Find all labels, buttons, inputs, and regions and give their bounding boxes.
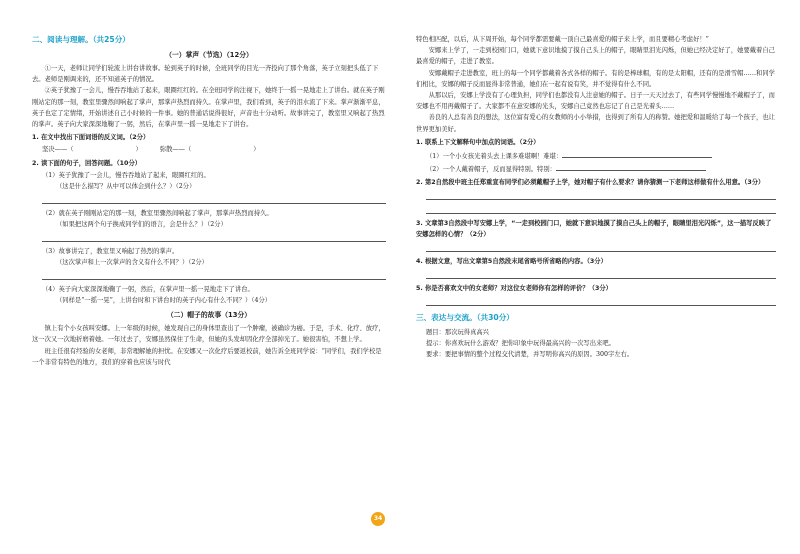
passage1-title: （一）掌声（节选）（12分） [165, 51, 253, 59]
passage2-paragraph: 善良的人总有善良的想法，这位富有爱心的女教师的小小举措，也得到了所有人的称赞。她把爱和温暖给了每一个孩子，也让世界更加美好。 [416, 114, 775, 133]
question-1: 1. 联系上下文解释句中加点的词语。（2分） [416, 138, 540, 146]
answer-line[interactable] [426, 190, 776, 200]
answer-line[interactable] [556, 162, 706, 171]
question-sentences: 2. 读下面的句子，回答问题。（10分） [32, 160, 142, 168]
answer-line[interactable] [426, 204, 776, 214]
essay-hint: 提示：你喜欢玩什么游戏？把你印象中玩得最高兴的一次写出来吧。 [426, 339, 615, 347]
sub-question: （2）就在英子刚刚站定的那一刻，教室里骤然间响起了掌声，那掌声热烈而持久。 （如果把这两个句子换成同学们的语言，会是什么？）（2分） [32, 208, 386, 242]
answer-line[interactable] [42, 270, 386, 280]
passage2-paragraph: 特色相匹配，以后，从下周开始，每个同学都需要戴一顶自己最喜爱的帽子来上学，而且要精心考虑好！” [416, 36, 709, 43]
essay-topic: 题目：那次玩得真高兴 [426, 328, 489, 336]
passage1-paragraph: ②英子犹豫了一会儿，慢吞吞地站了起来，眼圈红红的。在全班同学的注视下，她终于一摇一晃地走上了讲台。就在英子刚刚站定的那一刻，教室里骤然间响起了掌声，那掌声热烈而持久。在掌声里，我们看到，英子的泪水流了下来。掌声渐渐平息，英子也定了定情绪，开始讲述自己小时候的一件事。她的普通话说得很好，声音也十分动听。故事讲完了，教室里又响起了热烈的掌声。英子向大家深深地鞠了一躬，然后，在掌声里一摇一晃地走下了讲台。 [32, 87, 385, 129]
question-3: 3. 文章第3自然段中写安娜上学，“一走到校园门口，她就下意识地摸了摸自己头上的帽子，眼睛里泪光闪烁”，这一描写反映了安娜怎样的心情？（2分） [416, 219, 772, 238]
answer-line[interactable] [42, 194, 386, 204]
passage2-paragraph: 安娜戴帽子走进教室，班上的每一个同学都戴着各式各样的帽子。有的是棒球帽，有的是太阳帽，还有的是滑雪帽……和同学们相比，安娜的帽子反而显得非常普通，她们在一起有说有笑，并不觉得有什么不同。 [416, 69, 775, 88]
right-page [400, 0, 800, 554]
passage1-paragraph: ①一天，老师让同学们轮流上讲台讲故事。轮到英子的时候，全班同学的目光一齐投向了那个角落，英子立刻把头低了下去。老师是刚调来的，还不知道英子的情况。 [32, 65, 379, 84]
passage2-paragraph: 安娜来上学了，一走到校园门口，她就下意识地摸了摸自己头上的帽子，眼睛里泪光闪烁，但她已经决定好了，她要戴着自己最喜爱的帽子，走进了教室。 [416, 47, 775, 66]
question-antonyms: 1. 在文中找出下面词语的反义词。（2分） [32, 134, 150, 142]
section-title-writing: 三、表达与交流。（共30分） [416, 312, 514, 322]
page-number-badge: 34 [371, 512, 385, 526]
passage2-title: （二）帽子的故事（13分） [166, 311, 252, 320]
essay-requirement: 要求：要把事情的整个过程交代清楚，并写明你高兴的原因。300字左右。 [426, 350, 634, 358]
sub-question: （3）故事讲完了，教室里又响起了热烈的掌声。 （这次掌声和上一次掌声的含义有什么不同？）（2分） [32, 246, 386, 280]
question-4: 4. 根据文意，写出文章第5自然段末尾省略号所省略的内容。（3分） [416, 257, 607, 265]
answer-line[interactable] [562, 149, 712, 158]
sub-question: （1）英子犹豫了一会儿，慢吞吞地站了起来，眼圈红红的。 （这是什么描写？从中可以体会到什么？）（2分） [32, 170, 386, 204]
question-2: 2. 第2自然段中班主任郑重宣布同学们必须戴帽子上学，她对帽子有什么要求？请你猜测一下老师这样做有什么用意。（3分） [416, 178, 765, 186]
sub-question: （1）一个小女孩光着头去上课多难堪啊！难堪： [426, 149, 776, 162]
passage2-paragraph: 班主任很有经验的女老师，非常理解她的担忧。在安娜又一次化疗后要返校前，她告诉全班同学说：“同学们，我们学校是一个非常有特色的地方，我们的穿着也应该与时代 [32, 347, 382, 366]
sub-question: （2）一个人戴着帽子，反而显得特别。特别： [426, 162, 776, 175]
antonym-pair[interactable]: 弥散——（ ） [159, 146, 260, 154]
answer-line[interactable] [426, 269, 776, 279]
antonym-row [42, 144, 386, 156]
passage2-paragraph: 从那以后，安娜上学没有了心理负担，同学们也都没有人注意她的帽子。日子一天天过去了，有些同学慢慢地不戴帽子了，而安娜也不用再戴帽子了。大家都不在意安娜的光头，安娜自己竟然也忘记了自己是光着头…… [416, 92, 775, 111]
answer-line[interactable] [426, 242, 776, 252]
antonym-pair[interactable]: 坚决——（ ） [42, 146, 142, 154]
question-5: 5. 你是否喜欢文中的女老师？对这位女老师你有怎样的评价？（3分） [416, 284, 612, 292]
answer-line[interactable] [42, 232, 386, 242]
answer-line[interactable] [426, 296, 776, 306]
sub-question: （4）英子向大家深深地鞠了一躬，然后，在掌声里一摇一晃地走下了讲台。 （同样是“一摇一晃”，上讲台时和下讲台时的英子内心有什么不同？）（4分） [42, 286, 272, 305]
passage2-paragraph: 镇上有个小女孩叫安娜。上一年级的时候，她发现自己的身体里查出了一个肿瘤，被确诊为癌。于是，手术、化疗、放疗，这一次又一次地折磨着她。一年过去了，安娜虽然保住了生命，但她的头发却因化疗全部掉光了。她很害怕，不想上学。 [32, 325, 385, 344]
section-title-reading: 二、阅读与理解。（共25分） [32, 35, 130, 44]
